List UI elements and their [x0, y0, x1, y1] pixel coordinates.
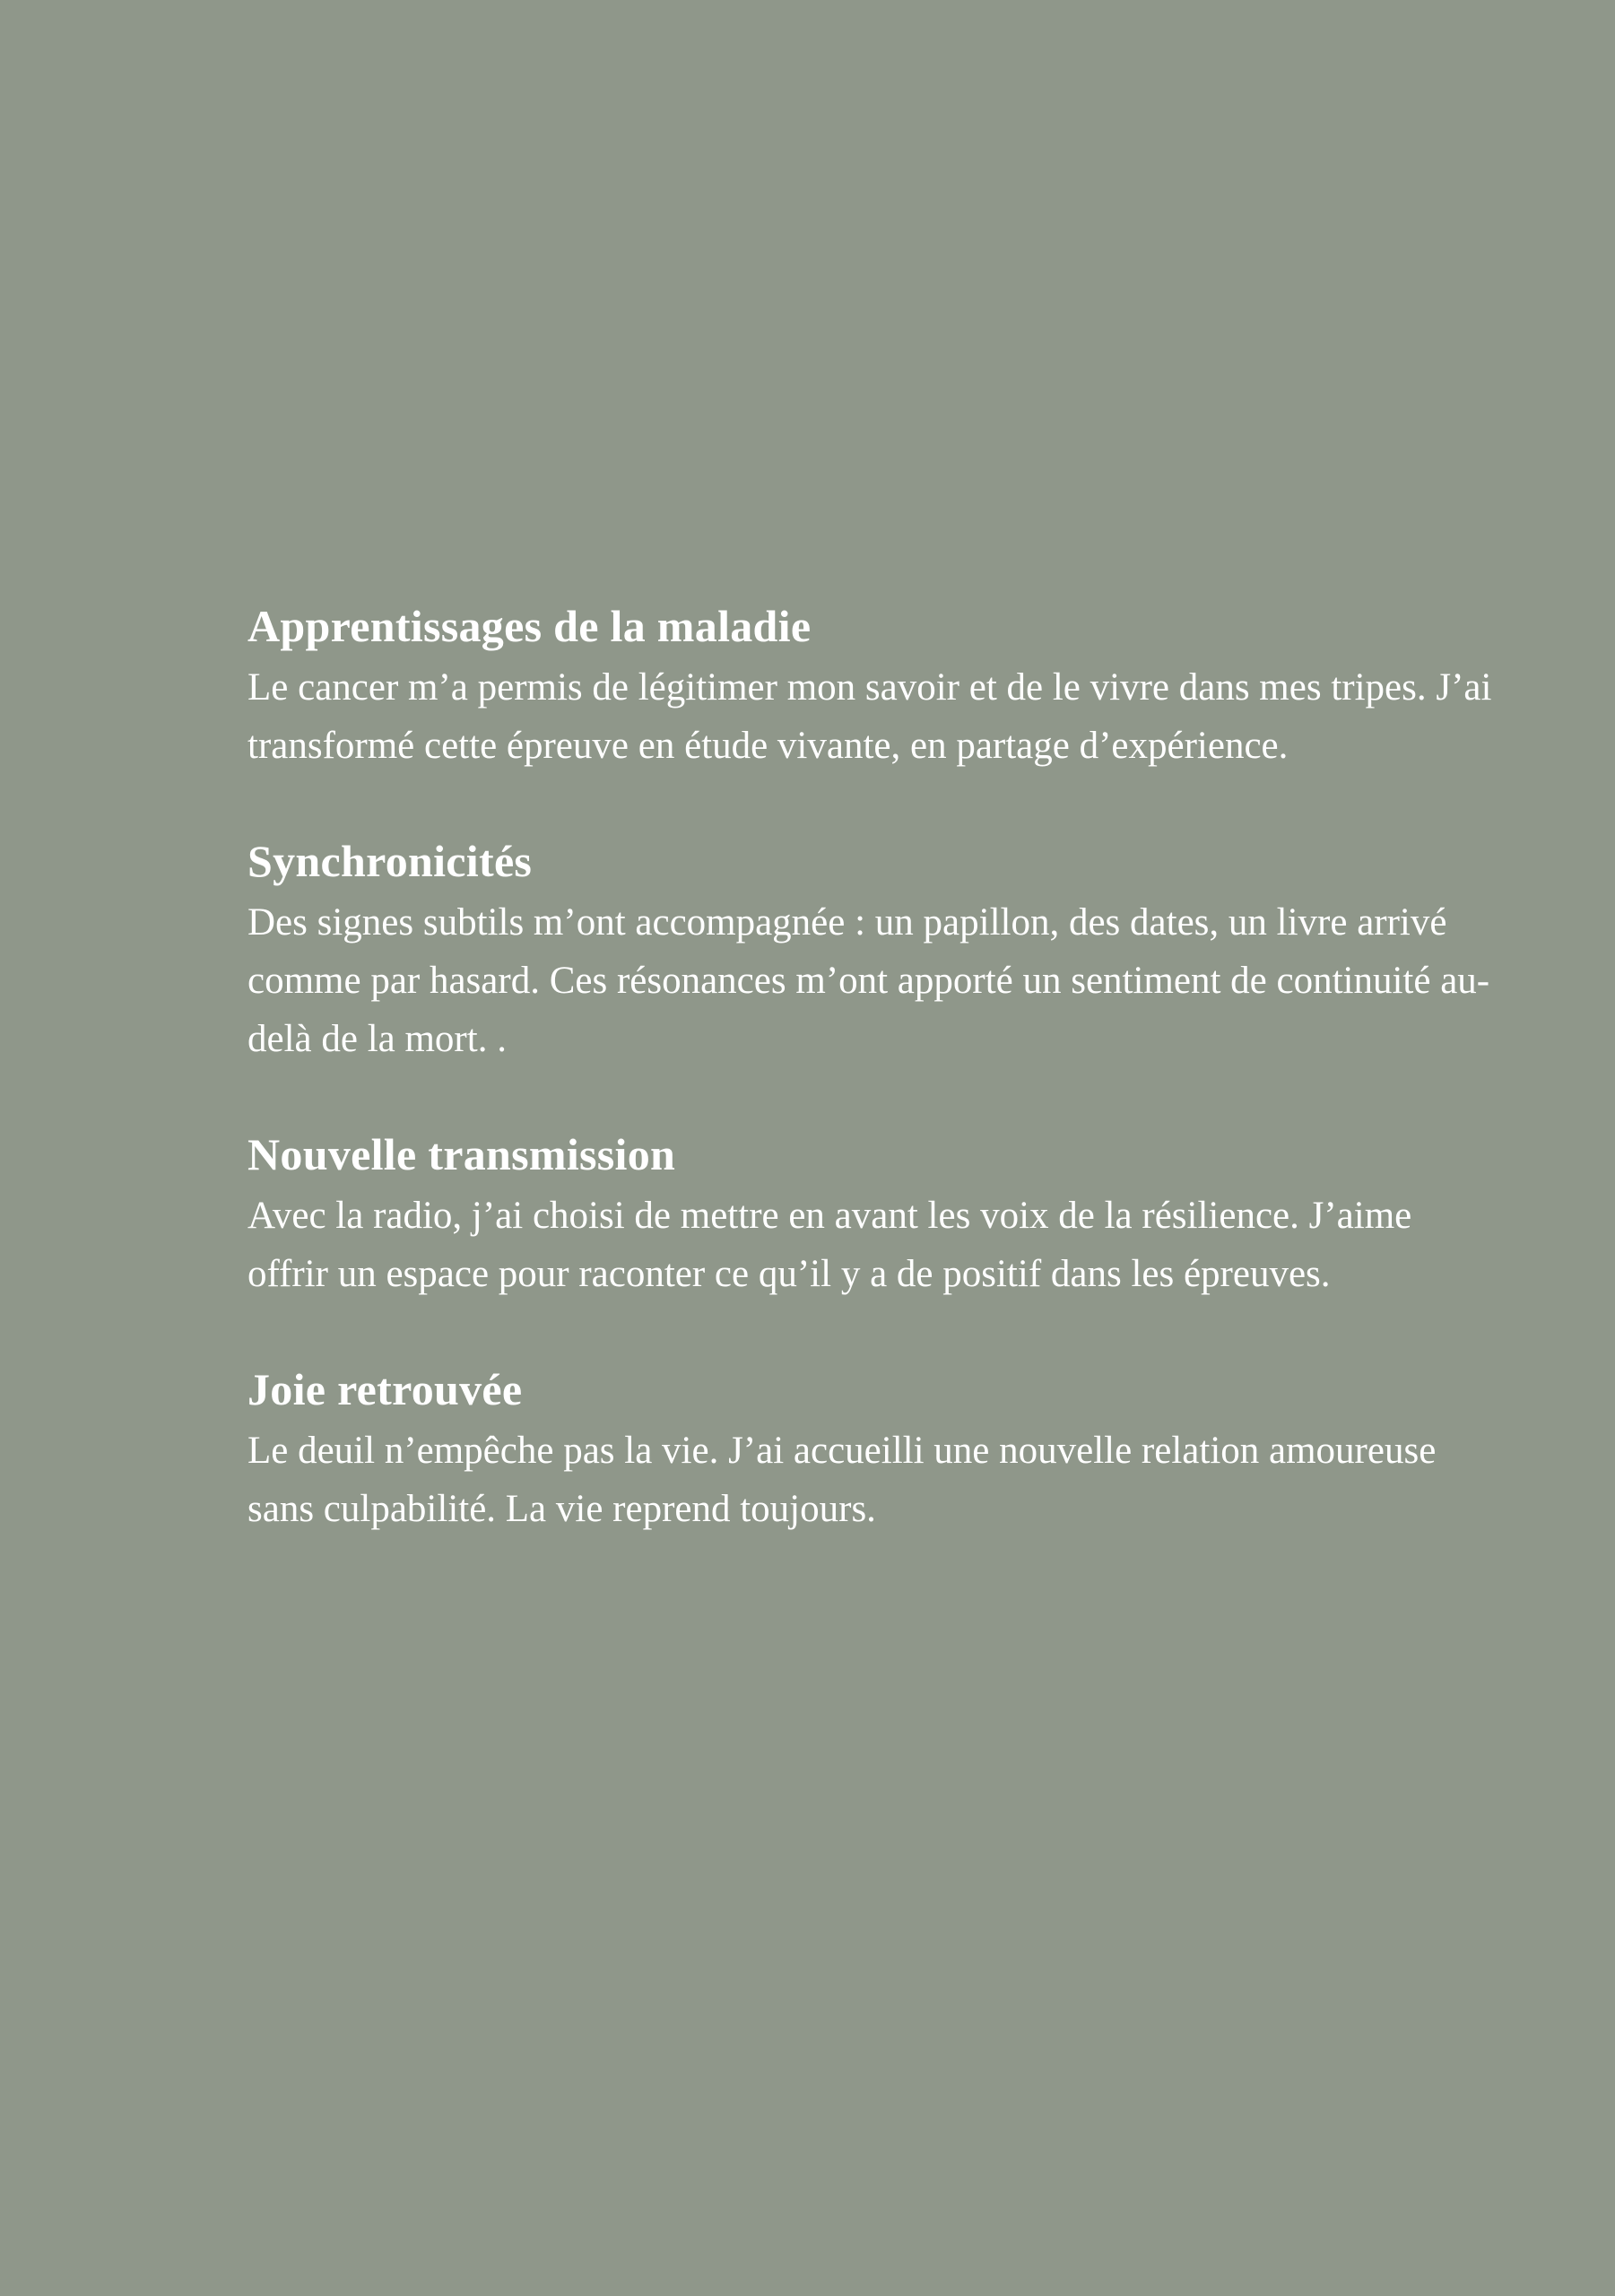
section-title: Synchronicités	[247, 836, 533, 886]
section-title: Apprentissages de la maladie	[247, 601, 812, 651]
section-title: Nouvelle transmission	[247, 1129, 676, 1179]
section-title: Joie retrouvée	[247, 1364, 523, 1414]
section-body: Des signes subtils m’ont accompagnée : un papillon, des dates, un livre arrivé comme par hasard. Ces résonances m’ont apporté un sentiment de continuité au-delà de la mort. .	[247, 901, 1490, 1060]
section-body: Le deuil n’empêche pas la vie. J’ai accueilli une nouvelle relation amoureuse sans culpabilité. La vie reprend toujours.	[247, 1430, 1437, 1530]
section-synchronicites	[247, 829, 1494, 1068]
text-content	[247, 594, 1494, 1592]
section-body: Le cancer m’a permis de légitimer mon savoir et de le vivre dans mes tripes. J’ai transformé cette épreuve en étude vivante, en partage d’expérience.	[247, 666, 1492, 767]
section-apprentissages	[247, 594, 1494, 775]
section-body: Avec la radio, j’ai choisi de mettre en avant les voix de la résilience. J’aime offrir un espace pour raconter ce qu’il y a de positif dans les épreuves.	[247, 1195, 1412, 1295]
section-nouvelle-transmission	[247, 1122, 1494, 1303]
section-joie-retrouvee	[247, 1357, 1494, 1538]
